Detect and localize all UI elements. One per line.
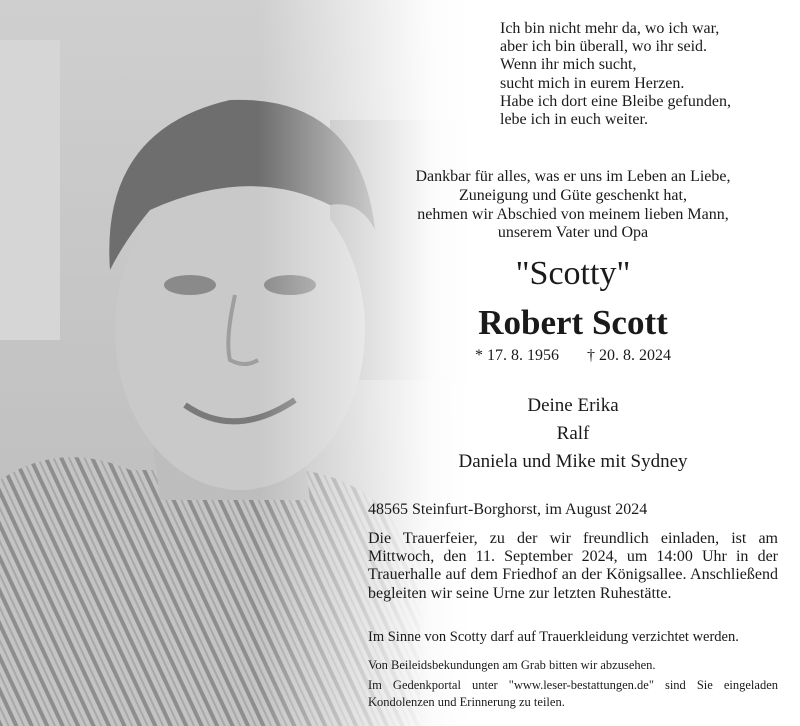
dress-note: Im Sinne von Scotty darf auf Trauerkleidung verzichtet werden. bbox=[368, 629, 739, 645]
life-dates bbox=[368, 346, 778, 366]
family-member: Deine Erika bbox=[527, 395, 619, 416]
poem-line: lebe ich in euch weiter. bbox=[500, 111, 648, 129]
gratitude-line: nehmen wir Abschied von meinem lieben Mann, bbox=[417, 205, 729, 223]
gratitude-line: Zuneigung und Güte geschenkt hat, bbox=[459, 186, 687, 204]
place-date: 48565 Steinfurt-Borghorst, im August 2024 bbox=[368, 501, 648, 518]
birth-date: * 17. 8. 1956 bbox=[475, 347, 559, 364]
gratitude-line: Dankbar für alles, was er uns im Leben an Liebe, bbox=[415, 168, 731, 185]
poem-line: Habe ich dort eine Bleibe gefunden, bbox=[500, 92, 732, 110]
ceremony-text: Die Trauerfeier, zu der wir freundlich einladen, ist am Mittwoch, den 11. September 2024, um 14:00 Uhr in der Trauerhalle auf dem Friedhof an der Königsallee. Anschließend begleiten wir seine Urne zur letzten Ruhestätte. bbox=[368, 530, 778, 602]
deceased-name: Robert Scott bbox=[478, 303, 668, 342]
family-member: Daniela und Mike mit Sydney bbox=[458, 451, 688, 472]
condolence-note: Von Beileidsbekundungen am Grab bitten wir abzusehen. bbox=[368, 658, 656, 672]
poem-line: sucht mich in eurem Herzen. bbox=[500, 74, 685, 92]
poem-line: Ich bin nicht mehr da, wo ich war, bbox=[500, 20, 720, 37]
family-list bbox=[368, 392, 778, 476]
poem bbox=[500, 20, 731, 129]
family-member: Ralf bbox=[556, 423, 590, 444]
gratitude-text bbox=[368, 168, 778, 243]
gratitude-line: unserem Vater und Opa bbox=[497, 224, 649, 242]
death-date: † 20. 8. 2024 bbox=[587, 347, 671, 364]
nickname: "Scotty" bbox=[515, 255, 631, 292]
poem-line: Wenn ihr mich sucht, bbox=[500, 56, 637, 74]
poem-line: aber ich bin überall, wo ihr seid. bbox=[500, 38, 708, 56]
portal-note: Im Gedenkportal unter "www.leser-bestattungen.de" sind Sie eingeladen Kondolenzen und Erinnerung zu teilen. bbox=[368, 678, 778, 709]
